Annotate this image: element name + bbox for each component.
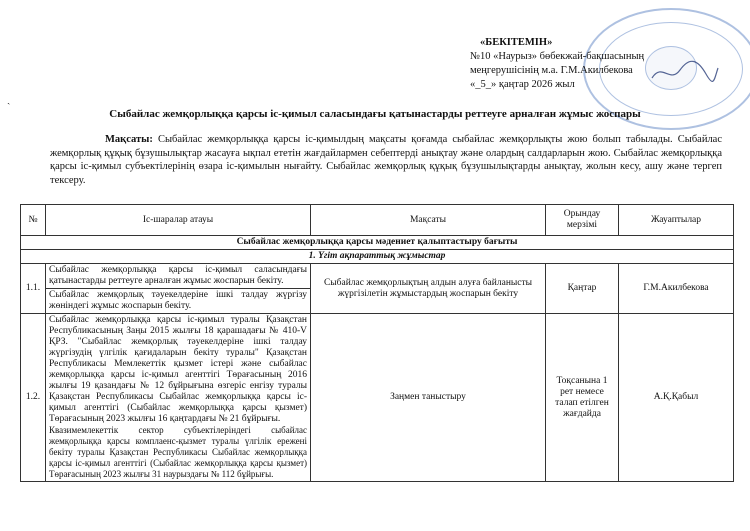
subsection-row	[21, 250, 734, 264]
purpose-paragraph	[50, 133, 722, 187]
header-num: №	[21, 205, 46, 236]
row-2-num: 1.2.	[21, 314, 46, 482]
table-row	[21, 314, 734, 482]
row-1-deadline: Қаңтар	[546, 264, 619, 314]
purpose-text: Сыбайлас жемқорлыққа қарсы іс-қимылдың мақсаты қоғамда сыбайлас жемқорлықты жою болып табылады. Сыбайлас жемқорлық құқық бұзушылықтар жасауға ықпал ететін жағдайлармен себептерді анықтау және олардың салдарларын жою. Сыбайлас жемқорлыққа қарсы іс-қимыл субъектілерінің өзара іс-қимылын нығайту. Сыбайлас жемқорлық құқық бұзушылықтарды анықтау, жолын кесу, ашу және тергеп тексеру.	[50, 134, 723, 186]
section-title: Сыбайлас жемқорлыққа қарсы мәдениет қалыптастыру бағыты	[21, 236, 734, 250]
approval-line-1: №10 «Наурыз» бөбекжай-бақшасының	[470, 51, 645, 62]
row-2-name-main: Сыбайлас жемқорлыққа қарсы іс-қимыл туралы Қазақстан Республикасының Заңы 2015 жылғы 18 қарашадағы № 410-V ҚРЗ. "Сыбайлас жемқорлық тәуекелдеріне ішкі талдау жүргізудің үлгілік қағидаларын бекіту туралы" Қазақстан Республикасы Мемлекеттік қызмет істері және сыбайлас жемқорлыққа қарсы іс-қимыл агенттігі Төрағасының 2016 жылғы 19 қазандағы № 12 бұйрығына өзгеріс енгізу туралы Қазақстан Республикасы Сыбайлас жемқорлыққа қарсы іс-қимыл агенттігі (Сыбайлас жемқорлыққа қарсы қызмет) Төрағасының 2023 жылғы 16 қаңтардағы № 21 бұйрығы.	[49, 315, 307, 424]
header-goal: Мақсаты	[311, 205, 546, 236]
header-responsible: Жауаптылар	[619, 205, 734, 236]
approval-heading: «БЕКІТЕМІН»	[480, 37, 553, 48]
subsection-title: 1. Үгіт ақпараттық жұмыстар	[21, 250, 734, 264]
document-title: Сыбайлас жемқорлыққа қарсы іс-қимыл саласындағы қатынастарды реттеуге арналған жұмыс жоспары	[109, 108, 641, 120]
row-1-num: 1.1.	[21, 264, 46, 314]
row-1-goal: Сыбайлас жемқорлықтың алдын алуға байланысты жүргізілетін жұмыстардың жоспарын бекіту	[311, 264, 546, 314]
purpose-label: Мақсаты:	[105, 134, 153, 145]
row-2-name-extra: Квазимемлекеттік сектор субъектілеріндегі сыбайлас жемқорлыққа қарсы комплаенс-қызмет туралы үлгілік ережені бекіту туралы Қазақстан Республикасы Сыбайлас жемқорлыққа қарсы іс-қимыл агенттігі (Сыбайлас жемқорлыққа қарсы қызмет) Төрағасының 2023 жылғы 31 наурыздағы № 112 бұйрығы.	[49, 425, 307, 479]
section-row	[21, 236, 734, 250]
table-header-row	[21, 205, 734, 236]
row-2-responsible: А.Қ.Қабыл	[619, 314, 734, 482]
signature-mark	[650, 58, 720, 86]
row-1-name-b: Сыбайлас жемқорлық тәуекелдеріне ішкі талдау жүргізу жөніндегі жұмыс жоспарын бекіту.	[46, 289, 311, 314]
header-deadline: Орындау мерзімі	[546, 205, 619, 236]
row-1-name-a: Сыбайлас жемқорлыққа қарсы іс-қимыл саласындағы қатынастарды реттеуге арналған жұмыс жоспарын бекіту.	[46, 264, 311, 289]
stray-mark: ˎ	[7, 94, 11, 105]
row-2-deadline: Тоқсанына 1 рет немесе талап етілген жағдайда	[546, 314, 619, 482]
table-row	[21, 264, 734, 289]
plan-table	[20, 204, 734, 482]
row-2-goal: Заңмен таныстыру	[311, 314, 546, 482]
approval-line-2: меңгерушісінің м.а. Г.М.Акилбекова	[470, 65, 633, 76]
row-2-name	[46, 314, 311, 482]
row-1-responsible: Г.М.Акилбекова	[619, 264, 734, 314]
approval-line-3: «_5_» қаңтар 2026 жыл	[470, 79, 575, 90]
header-name: Іс-шаралар атауы	[46, 205, 311, 236]
